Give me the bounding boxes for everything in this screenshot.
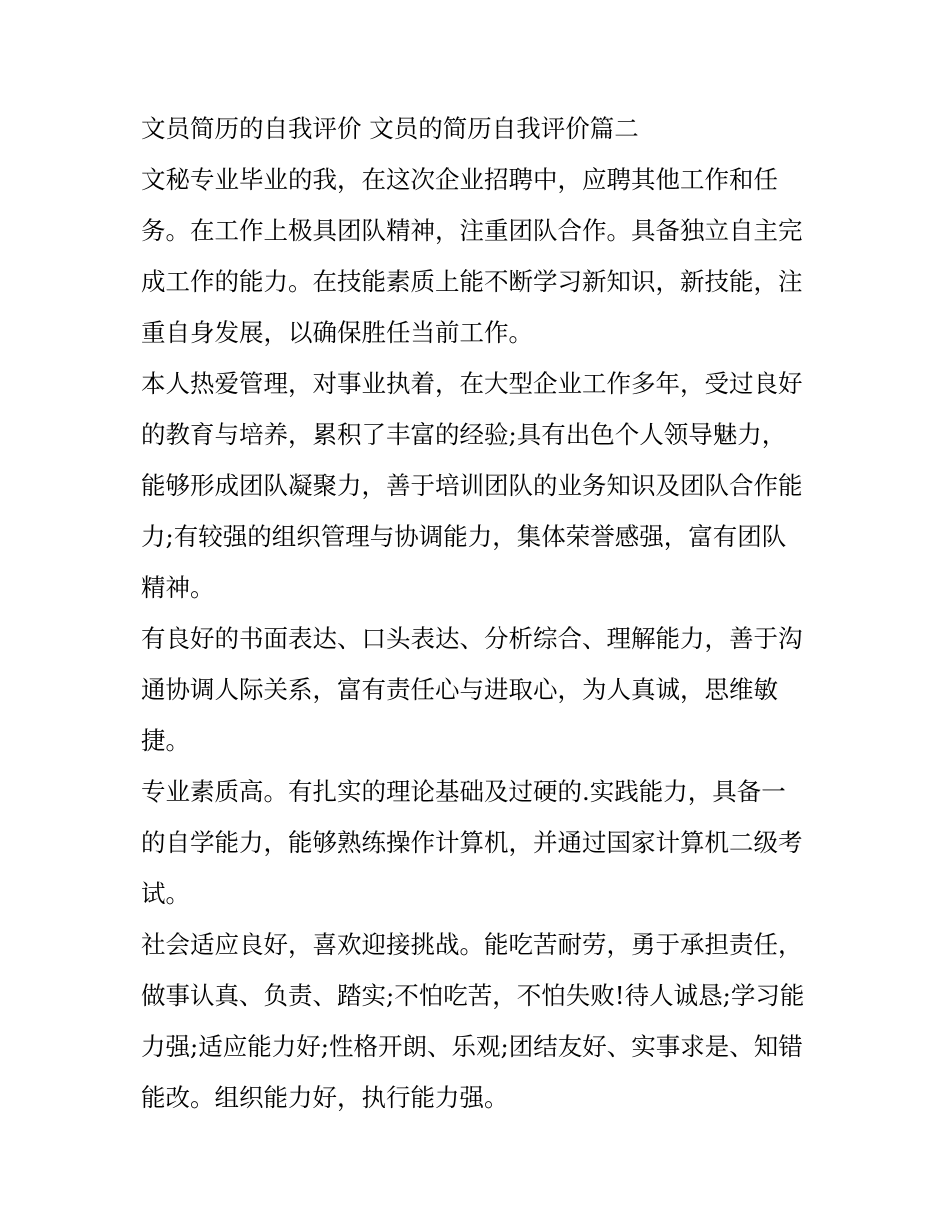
- paragraph-line: 本人热爱管理，对事业执着，在大型企业工作多年，受过良好: [141, 369, 803, 398]
- paragraph-line: 成工作的能力。在技能素质上能不断学习新知识，新技能，注: [141, 267, 803, 296]
- paragraph-line: 捷。: [141, 726, 190, 755]
- paragraph-line: 力强;适应能力好;性格开朗、乐观;团结友好、实事求是、知错: [141, 1032, 803, 1061]
- paragraph-line: 文秘专业毕业的我，在这次企业招聘中，应聘其他工作和任: [141, 165, 778, 194]
- paragraph-5: [141, 926, 821, 1130]
- paragraph-line: 社会适应良好，喜欢迎接挑战。能吃苦耐劳，勇于承担责任，: [141, 930, 803, 959]
- paragraph-3: [141, 620, 821, 773]
- paragraph-line: 重自身发展，以确保胜任当前工作。: [141, 318, 533, 347]
- paragraph-line: 能改。组织能力好，执行能力强。: [141, 1083, 509, 1112]
- paragraph-line: 能够形成团队凝聚力，善于培训团队的业务知识及团队合作能: [141, 471, 803, 500]
- paragraph-line: 的自学能力，能够熟练操作计算机，并通过国家计算机二级考: [141, 828, 803, 857]
- paragraph-1: [141, 161, 821, 365]
- paragraph-line: 有良好的书面表达、口头表达、分析综合、理解能力，善于沟: [141, 624, 803, 653]
- paragraph-line: 力;有较强的组织管理与协调能力，集体荣誉感强，富有团队: [141, 522, 787, 551]
- paragraph-line: 做事认真、负责、踏实;不怕吃苦，不怕失败!待人诚恳;学习能: [141, 981, 805, 1010]
- paragraph-2: [141, 365, 821, 620]
- paragraph-line: 的教育与培养，累积了丰富的经验;具有出色个人领导魅力，: [141, 420, 787, 449]
- paragraph-line: 精神。: [141, 573, 215, 602]
- paragraph-line: 务。在工作上极具团队精神，注重团队合作。具备独立自主完: [141, 216, 803, 245]
- paragraph-line: 试。: [141, 879, 190, 908]
- paragraph-line: 通协调人际关系，富有责任心与进取心，为人真诚，思维敏: [141, 675, 778, 704]
- paragraph-line: 专业素质高。有扎实的理论基础及过硬的.实践能力，具备一: [141, 777, 786, 806]
- document-title: 文员简历的自我评价 文员的简历自我评价篇二: [141, 114, 639, 143]
- document-body: [141, 110, 821, 1130]
- paragraph-4: [141, 773, 821, 926]
